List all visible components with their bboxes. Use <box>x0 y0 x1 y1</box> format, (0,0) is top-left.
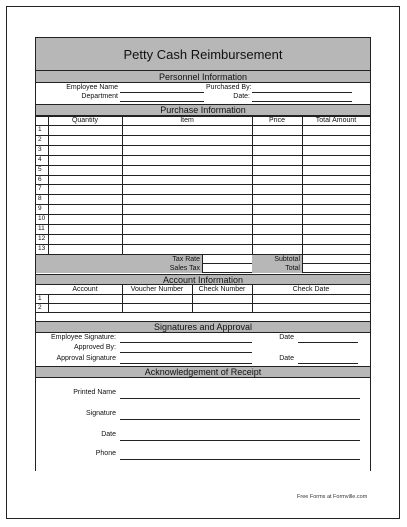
approval-signature-label: Approval Signature <box>56 355 116 362</box>
col-voucher-number: Voucher Number <box>130 286 184 293</box>
purchased-by-label: Purchased By: <box>206 84 252 91</box>
purchase-row-divider <box>36 184 370 185</box>
printed-name-field[interactable] <box>120 398 360 399</box>
purchase-table <box>36 116 370 256</box>
purchase-row-number: 6 <box>38 175 42 183</box>
purchase-row-divider <box>36 244 370 245</box>
signatures-section-header: Signatures and Approval <box>36 321 370 333</box>
purchase-row-number: 12 <box>38 234 46 242</box>
signature-field[interactable] <box>120 419 360 420</box>
col-total-amount: Total Amount <box>315 117 357 124</box>
purchase-row-divider <box>36 224 370 225</box>
account-table <box>36 285 370 315</box>
purchase-row-divider <box>36 204 370 205</box>
total-field[interactable] <box>302 264 370 273</box>
signature-label: Signature <box>86 410 116 417</box>
footer-credit: Free Forms at Formville.com <box>297 494 368 500</box>
department-field[interactable] <box>120 101 204 102</box>
account-row-number: 2 <box>38 304 42 311</box>
col-check-date: Check Date <box>292 286 330 293</box>
purchase-row-divider <box>36 175 370 176</box>
date-field-1[interactable] <box>298 342 358 343</box>
date-label-2: Date <box>279 355 294 362</box>
purchase-row-number: 1 <box>38 126 42 133</box>
col-quantity: Quantity <box>71 117 99 124</box>
purchase-row-number: 10 <box>38 215 46 223</box>
department-label: Department <box>81 93 118 100</box>
date-field-2[interactable] <box>298 363 358 364</box>
purchase-section-header: Purchase Information <box>36 104 370 116</box>
col-item: Item <box>180 117 194 124</box>
subtotal-field[interactable] <box>302 255 370 264</box>
purchase-row-number: 8 <box>38 195 42 203</box>
purchased-by-field[interactable] <box>252 92 352 93</box>
account-section-header: Account Information <box>36 274 370 285</box>
date-field[interactable] <box>252 101 352 102</box>
purchase-row-number: 9 <box>38 205 42 213</box>
approved-by-field[interactable] <box>120 352 252 353</box>
purchase-row-number: 2 <box>38 135 42 143</box>
printed-name-label: Printed Name <box>73 389 116 396</box>
approval-signature-field[interactable] <box>120 363 252 364</box>
form-frame <box>35 37 371 471</box>
ack-date-field[interactable] <box>120 440 360 441</box>
purchase-row-number: 5 <box>38 165 42 173</box>
form-page <box>6 6 400 519</box>
subtotal-label: Subtotal <box>274 256 300 263</box>
purchase-row-divider <box>36 214 370 215</box>
totals-block <box>36 254 370 273</box>
purchase-row-divider <box>36 234 370 235</box>
date-label-1: Date <box>279 334 294 341</box>
purchase-row-divider <box>36 155 370 156</box>
purchase-row-divider <box>36 135 370 136</box>
form-title: Petty Cash Reimbursement <box>36 37 370 71</box>
phone-label: Phone <box>95 450 116 457</box>
purchase-row-divider <box>36 125 370 126</box>
purchase-row-number: 3 <box>38 145 42 153</box>
employee-name-field[interactable] <box>120 92 204 93</box>
purchase-row-number: 13 <box>38 244 46 252</box>
tax-rate-label: Tax Rate <box>172 256 200 263</box>
account-row-number: 1 <box>38 295 42 302</box>
employee-signature-field[interactable] <box>120 342 252 343</box>
col-check-number: Check Number <box>198 286 246 293</box>
purchase-row-number: 7 <box>38 185 42 193</box>
total-label: Total <box>285 265 300 272</box>
col-account: Account <box>72 286 98 293</box>
employee-signature-label: Employee Signature: <box>51 334 116 341</box>
purchase-row-number: 4 <box>38 155 42 163</box>
phone-field[interactable] <box>120 459 360 460</box>
ack-date-label: Date <box>101 431 116 438</box>
col-price: Price <box>269 117 285 124</box>
purchase-row-number: 11 <box>38 225 45 232</box>
purchase-row-divider <box>36 194 370 195</box>
date-label: Date: <box>233 93 250 100</box>
personnel-section-header: Personnel Information <box>36 71 370 83</box>
purchase-row-divider <box>36 145 370 146</box>
approved-by-label: Approved By: <box>73 344 116 351</box>
acknowledgement-section-header: Acknowledgement of Receipt <box>36 366 370 378</box>
sales-tax-field[interactable] <box>202 264 252 273</box>
employee-name-label: Employee Name <box>66 84 118 91</box>
sales-tax-label: Sales Tax <box>169 265 200 272</box>
tax-rate-field[interactable] <box>202 255 252 264</box>
purchase-row-divider <box>36 165 370 166</box>
